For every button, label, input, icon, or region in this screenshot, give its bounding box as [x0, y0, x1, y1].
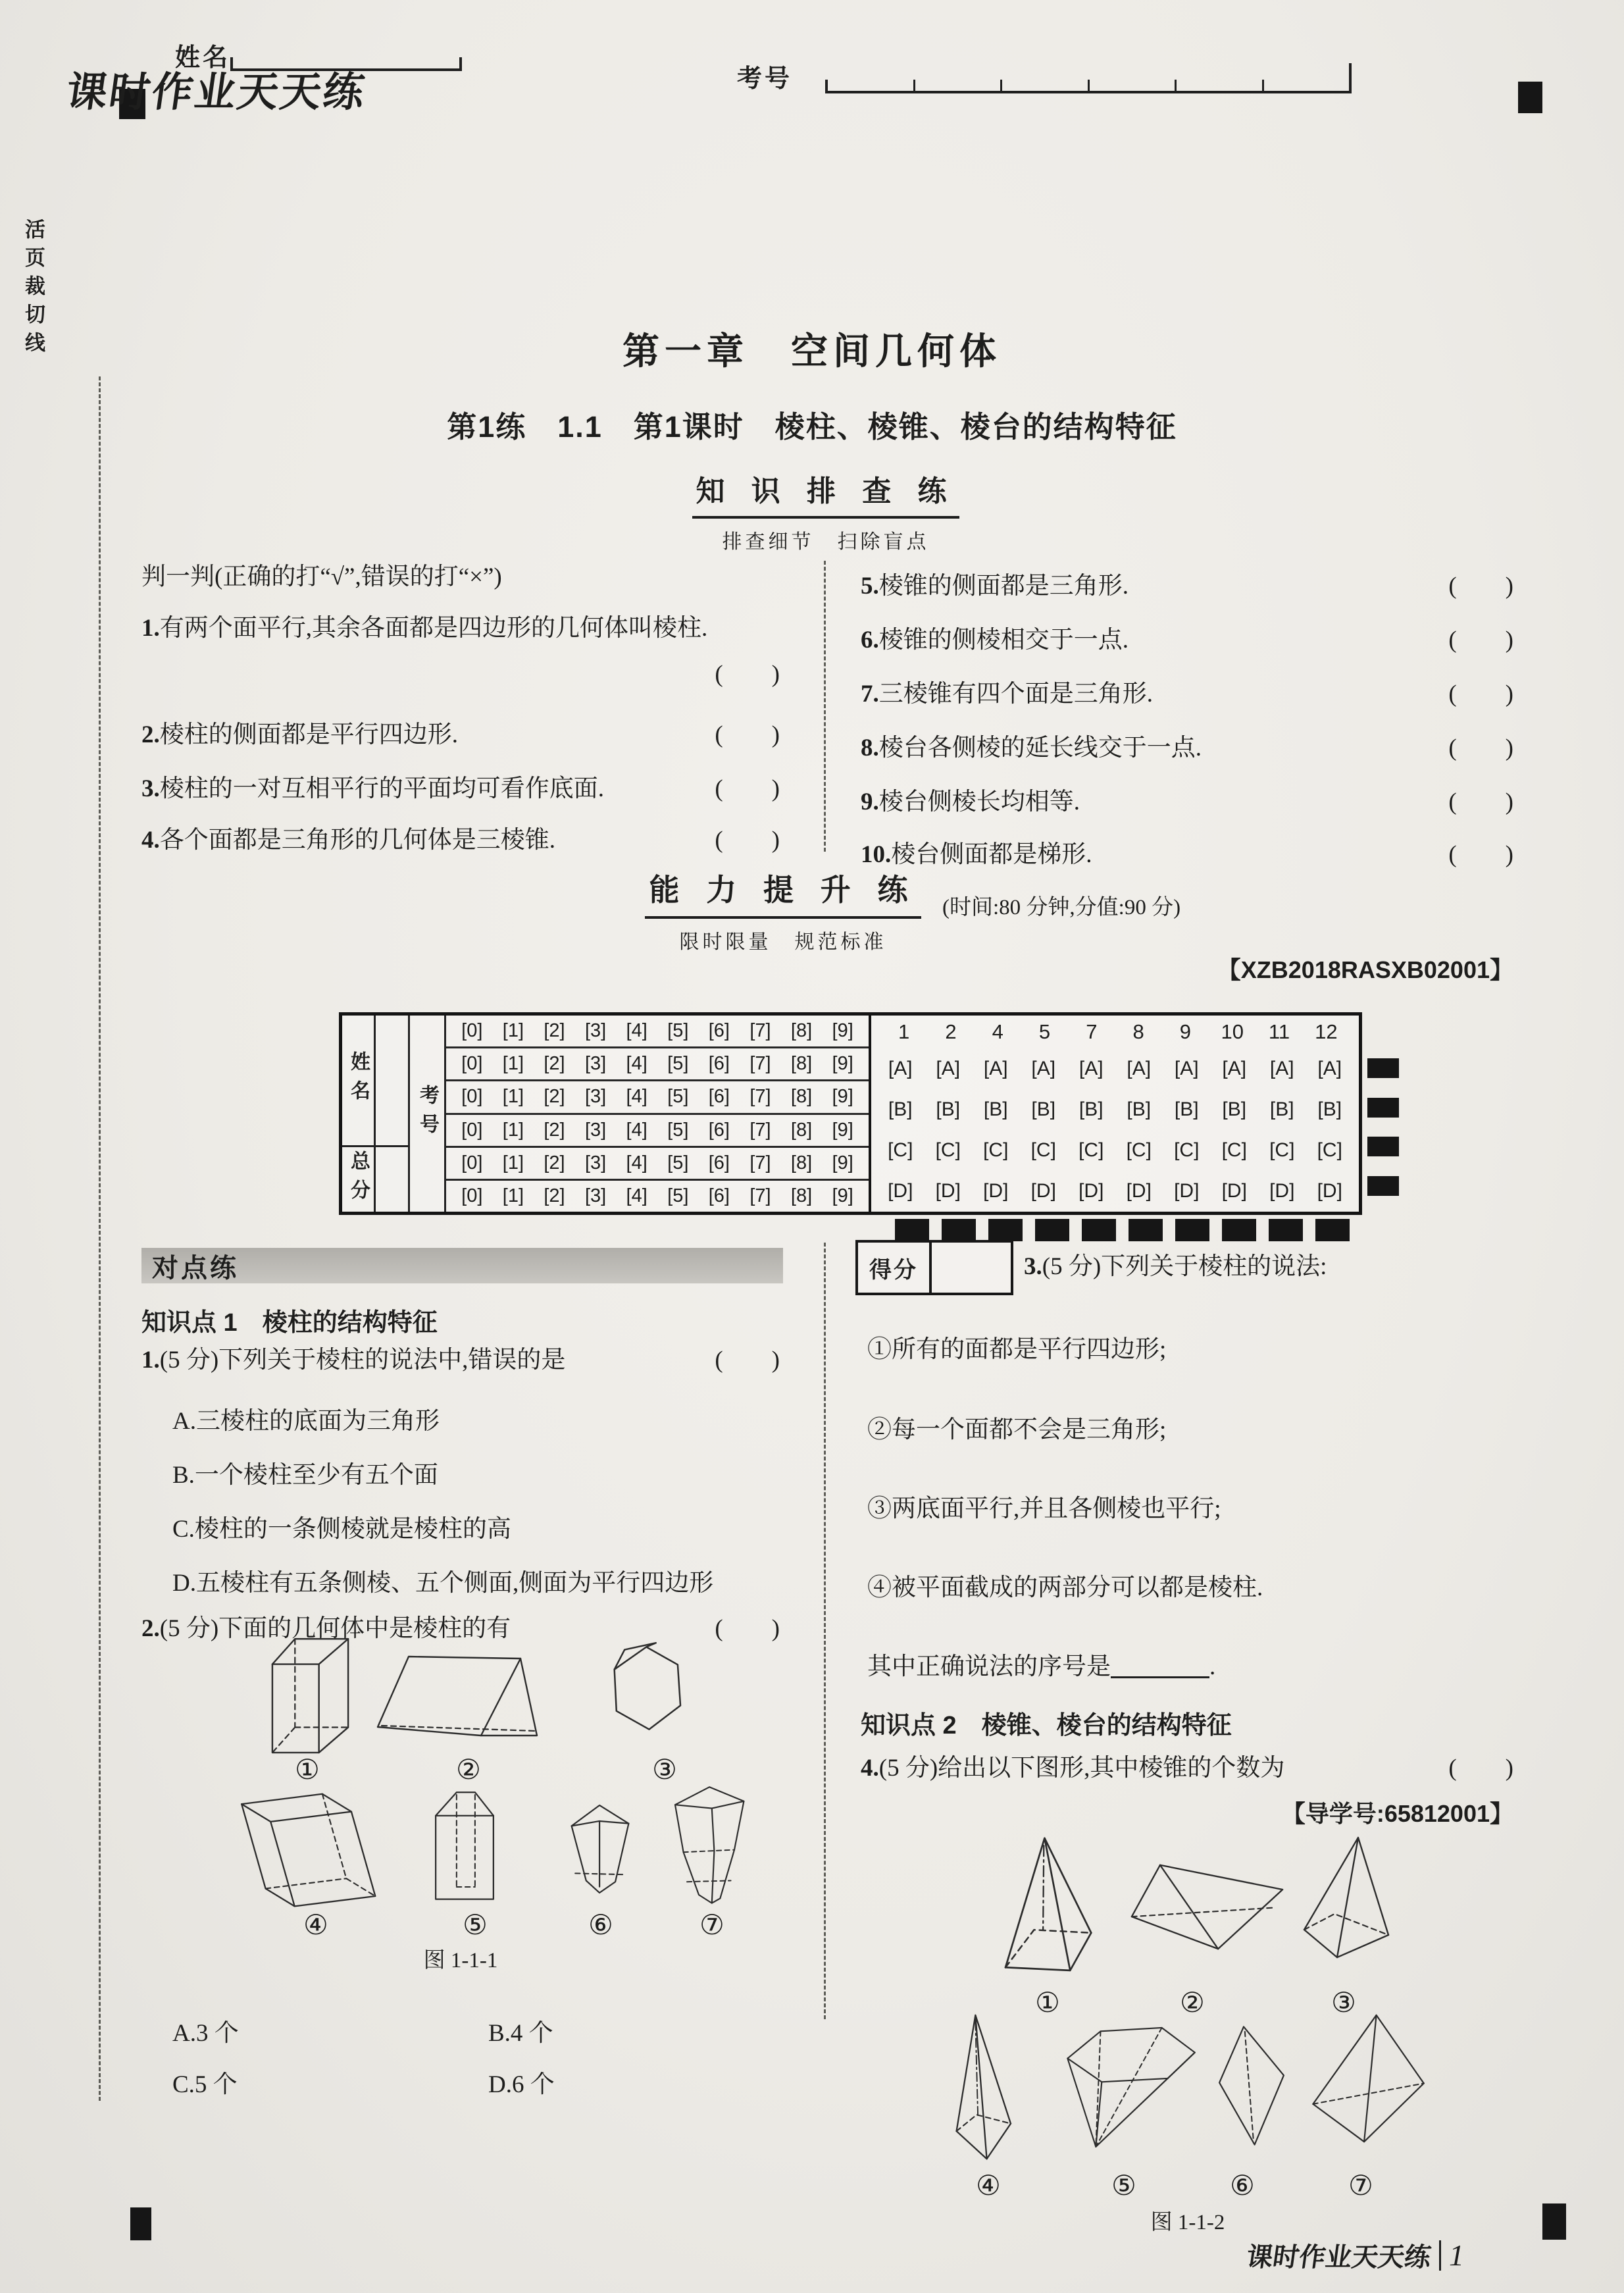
digit-bubble[interactable]: [9] [832, 1119, 853, 1141]
choice-bubble-A[interactable]: [A] [1031, 1058, 1056, 1079]
digit-bubble[interactable]: [7] [749, 1053, 771, 1075]
q3-statement-1: ①所有的面都是平行四边形; [867, 1336, 1167, 1363]
digit-bubble[interactable]: [3] [584, 1152, 607, 1173]
digit-bubble[interactable]: [9] [832, 1020, 853, 1042]
choice-bubble-D[interactable]: [D] [1174, 1180, 1200, 1202]
fig2-label-2: ② [1180, 1988, 1205, 2019]
answer-paren[interactable]: ( ) [1448, 841, 1513, 868]
q1-option-C[interactable]: C.棱柱的一条侧棱就是棱柱的高 [172, 1516, 511, 1543]
sheet-side-mark [1367, 1137, 1399, 1156]
digit-bubble[interactable]: [3] [584, 1119, 607, 1141]
sheet-bottom-mark [1315, 1219, 1350, 1241]
choice-bubble-A[interactable]: [A] [936, 1058, 961, 1079]
fig1-label-6: ⑥ [588, 1911, 613, 1941]
sheet-bottom-mark [988, 1219, 1023, 1241]
judge-instruction: 判一判(正确的打“√”,错误的打“×”) [141, 563, 502, 590]
digit-bubble[interactable]: [9] [832, 1152, 853, 1173]
digit-bubble[interactable]: [5] [667, 1185, 689, 1206]
digit-row [446, 1148, 869, 1181]
fig1-oblique-prism [229, 1788, 380, 1914]
digit-bubble[interactable]: [1] [502, 1119, 524, 1141]
digit-row [446, 1181, 869, 1212]
ability-time-score-meta: (时间:80 分钟,分值:90 分) [942, 896, 1181, 919]
fig2-polyhedron-5 [1058, 2022, 1200, 2151]
choice-bubble-B[interactable]: [B] [888, 1098, 913, 1120]
digit-bubble[interactable]: [0] [461, 1086, 483, 1108]
digit-bubble[interactable]: [3] [584, 1185, 607, 1206]
digit-bubble[interactable]: [5] [667, 1020, 689, 1042]
digit-bubble[interactable]: [9] [832, 1053, 853, 1075]
fig2-pyramid-7 [1308, 2011, 1430, 2146]
digit-bubble[interactable]: [4] [626, 1119, 647, 1141]
digit-bubble[interactable]: [1] [502, 1152, 524, 1173]
choice-bubble-C[interactable]: [C] [1221, 1139, 1247, 1161]
lesson-title: 第1练 1.1 第1课时 棱柱、棱锥、棱台的结构特征 [447, 410, 1177, 444]
choice-bubble-C[interactable]: [C] [1269, 1139, 1295, 1161]
guide-code: 【导学号:65812001】 [1281, 1800, 1513, 1827]
fig2-pyramid-1 [995, 1834, 1100, 1976]
choice-row-A [871, 1048, 1359, 1089]
exam-number-label: 考号 [737, 65, 793, 93]
knowledge-point-2: 知识点 2 棱锥、棱台的结构特征 [861, 1712, 1232, 1739]
score-box-label: 得分 [858, 1243, 932, 1293]
answer-paren[interactable]: ( ) [1448, 573, 1513, 600]
fig1-label-5: ⑤ [463, 1911, 488, 1941]
digit-bubble[interactable]: [7] [749, 1152, 771, 1173]
answer-paren[interactable]: ( ) [715, 775, 780, 802]
digit-bubble[interactable]: [8] [790, 1152, 813, 1173]
fig1-tapered-prism [561, 1797, 640, 1900]
digit-bubble[interactable]: [7] [749, 1185, 771, 1206]
choice-bubble-C[interactable]: [C] [1317, 1139, 1342, 1161]
fig2-label-3: ③ [1331, 1988, 1356, 2019]
choice-bubble-C[interactable]: [C] [1174, 1139, 1200, 1161]
knowledge-point-1: 知识点 1 棱柱的结构特征 [141, 1309, 438, 1337]
fig2-label-6: ⑥ [1230, 2171, 1255, 2202]
exam-number-input-line[interactable] [825, 63, 1352, 93]
choice-bubble-B[interactable]: [B] [1127, 1098, 1152, 1120]
digit-bubble[interactable]: [4] [626, 1053, 647, 1075]
paper-code: 【XZB2018RASXB02001】 [1217, 956, 1513, 983]
digit-bubble[interactable]: [0] [461, 1119, 483, 1141]
digit-bubble[interactable]: [1] [502, 1020, 524, 1042]
choice-bubble-A[interactable]: [A] [1078, 1058, 1104, 1079]
question-number-row: 1 2 4 5 7 8 9 10 11 12 [898, 1020, 1338, 1043]
digit-bubble[interactable]: [3] [584, 1053, 607, 1075]
answer-sheet-right [869, 1016, 1359, 1212]
choice-bubble-B[interactable]: [B] [1078, 1098, 1104, 1120]
digit-bubble[interactable]: [8] [790, 1119, 813, 1141]
fig2-label-5: ⑤ [1111, 2171, 1136, 2202]
answer-paren[interactable]: ( ) [715, 827, 780, 854]
choice-bubble-D[interactable]: [D] [888, 1180, 913, 1202]
chapter-title: 第一章 空间几何体 [622, 330, 1002, 372]
fig1-label-2: ② [456, 1755, 481, 1786]
choice-bubble-C[interactable]: [C] [1078, 1139, 1104, 1161]
sheet-total-label: 总分 [347, 1150, 369, 1208]
sheet-bottom-mark [1035, 1219, 1069, 1241]
choice-bubble-A[interactable]: [A] [1222, 1058, 1247, 1079]
digit-bubble[interactable]: [7] [749, 1020, 771, 1042]
judge-item-8: 8.棱台各侧棱的延长线交于一点. ( ) [861, 733, 1513, 763]
answer-sheet-left [342, 1016, 869, 1212]
choice-bubble-D[interactable]: [D] [1317, 1180, 1342, 1202]
digit-bubble[interactable]: [1] [502, 1053, 524, 1075]
q1-option-B[interactable]: B.一个棱柱至少有五个面 [172, 1462, 438, 1489]
judge-item-2: 2.棱柱的侧面都是平行四边形. ( ) [141, 720, 780, 750]
sheet-side-mark [1367, 1176, 1399, 1196]
judge-item-1: 1.有两个面平行,其余各面都是四边形的几何体叫棱柱. [141, 615, 708, 642]
q2-option-B[interactable]: B.4 个 [488, 2020, 553, 2047]
judge-item-7: 7.三棱锥有四个面是三角形. ( ) [861, 679, 1513, 709]
judge-item-5: 5.棱锥的侧面都是三角形. ( ) [861, 571, 1513, 602]
digit-bubble[interactable]: [2] [544, 1185, 565, 1206]
question-4: 4.(5 分)给出以下图形,其中棱锥的个数为 ( ) [861, 1753, 1513, 1784]
digit-bubble[interactable]: [0] [461, 1053, 483, 1075]
judge-item-10: 10.棱台侧面都是梯形. ( ) [861, 840, 1513, 870]
fig2-pyramid-6 [1212, 2022, 1291, 2150]
sheet-bottom-marks [895, 1219, 1356, 1241]
question-1: 1.(5 分)下列关于棱柱的说法中,错误的是 ( ) [141, 1345, 780, 1376]
choice-bubble-D[interactable]: [D] [1221, 1180, 1247, 1202]
choice-bubble-B[interactable]: [B] [1174, 1098, 1199, 1120]
sheet-exam-label: 考号 [417, 1085, 438, 1143]
answer-paren[interactable]: ( ) [1448, 627, 1513, 654]
cut-dashed-line [99, 376, 101, 2101]
choice-bubble-A[interactable]: [A] [1269, 1058, 1294, 1079]
digit-bubble[interactable]: [6] [708, 1020, 730, 1042]
fig1-roof-prism [419, 1784, 511, 1907]
question-3: 3.(5 分)下列关于棱柱的说法: [1024, 1253, 1327, 1280]
ability-section-subtitle: 限时限量 规范标准 [679, 931, 887, 953]
answer-paren[interactable]: ( ) [1448, 1755, 1513, 1782]
fig1-prism-cuboid [265, 1631, 353, 1757]
digit-bubble[interactable]: [0] [461, 1185, 483, 1206]
choice-bubble-D[interactable]: [D] [1030, 1180, 1056, 1202]
digit-bubble[interactable]: [1] [502, 1086, 524, 1108]
digit-bubble[interactable]: [6] [708, 1185, 730, 1206]
digit-bubble[interactable]: [6] [708, 1119, 730, 1141]
digit-row [446, 1115, 869, 1148]
choice-bubble-A[interactable]: [A] [983, 1058, 1008, 1079]
review-section-header [661, 467, 990, 554]
digit-bubble[interactable]: [4] [626, 1020, 647, 1042]
judge-item-6: 6.棱锥的侧棱相交于一点. ( ) [861, 625, 1513, 656]
ability-section-header [625, 866, 941, 954]
sheet-name-label: 姓名 [347, 1051, 369, 1110]
score-box [855, 1240, 1013, 1295]
fig1-prism-lying [372, 1647, 570, 1749]
digit-bubble[interactable]: [8] [790, 1053, 813, 1075]
judge-item-9: 9.棱台侧棱长均相等. ( ) [861, 787, 1513, 817]
digit-bubble[interactable]: [0] [461, 1020, 483, 1042]
digit-bubble[interactable]: [2] [544, 1152, 565, 1173]
choice-bubble-B[interactable]: [B] [936, 1098, 961, 1120]
choice-row-C [871, 1130, 1359, 1171]
choice-bubble-A[interactable]: [A] [888, 1058, 913, 1079]
choice-bubble-D[interactable]: [D] [1078, 1180, 1104, 1202]
sheet-bottom-mark [1129, 1219, 1163, 1241]
digit-bubble[interactable]: [9] [832, 1185, 853, 1206]
digit-bubble[interactable]: [0] [461, 1152, 483, 1173]
digit-bubble[interactable]: [2] [544, 1020, 565, 1042]
digit-bubble[interactable]: [8] [790, 1185, 813, 1206]
digit-bubble[interactable]: [3] [584, 1086, 607, 1108]
footer-divider [1439, 2240, 1441, 2271]
digit-bubble[interactable]: [6] [708, 1053, 730, 1075]
digit-bubble[interactable]: [2] [544, 1119, 565, 1141]
digit-bubble[interactable]: [6] [708, 1152, 730, 1173]
q2-option-A[interactable]: A.3 个 [172, 2020, 239, 2047]
sheet-name-write-cell[interactable] [376, 1016, 408, 1145]
practice-banner: 对点练 [141, 1248, 783, 1283]
q3-statement-4: ④被平面截成的两部分可以都是棱柱. [867, 1574, 1263, 1601]
sheet-bottom-mark [942, 1219, 976, 1241]
sheet-total-write-cell[interactable] [376, 1147, 408, 1212]
digit-bubble[interactable]: [3] [584, 1020, 607, 1042]
page-footer [1244, 2236, 1464, 2274]
choice-bubble-D[interactable]: [D] [935, 1180, 961, 1202]
registration-mark-top-right [1518, 82, 1542, 113]
choice-bubble-C[interactable]: [C] [983, 1139, 1009, 1161]
digit-bubble[interactable]: [8] [790, 1086, 813, 1108]
q2-option-D[interactable]: D.6 个 [488, 2071, 555, 2098]
digit-bubble[interactable]: [2] [544, 1086, 565, 1108]
fig1-label-3: ③ [652, 1755, 677, 1786]
answer-paren[interactable]: ( ) [1448, 788, 1513, 815]
sheet-bottom-mark [1175, 1219, 1209, 1241]
fig2-pyramid-4 [950, 2011, 1026, 2163]
digit-bubble[interactable]: [1] [502, 1185, 524, 1206]
choice-bubble-B[interactable]: [B] [1269, 1098, 1294, 1120]
cut-line-label: 活页裁切线 [22, 219, 45, 360]
digit-row [446, 1081, 869, 1114]
name-label: 姓名 [175, 44, 231, 72]
sheet-bottom-mark [895, 1219, 929, 1241]
q3-statement-3: ③两底面平行,并且各侧棱也平行; [867, 1495, 1221, 1522]
choice-bubble-D[interactable]: [D] [1126, 1180, 1152, 1202]
fig1-label-1: ① [295, 1755, 320, 1786]
registration-mark-bottom-right [1542, 2203, 1566, 2240]
digit-bubble[interactable]: [6] [708, 1086, 730, 1108]
digit-bubble[interactable]: [2] [544, 1053, 565, 1075]
choice-bubble-C[interactable]: [C] [888, 1139, 913, 1161]
column-divider-bottom [824, 1243, 826, 2019]
fig2-pyramid-2 [1127, 1857, 1288, 1954]
exam-number-digit-grid [446, 1016, 869, 1212]
q1-option-D[interactable]: D.五棱柱有五条侧棱、五个侧面,侧面为平行四边形 [172, 1570, 714, 1597]
sheet-side-mark [1367, 1058, 1399, 1078]
choice-bubble-A[interactable]: [A] [1317, 1058, 1342, 1079]
choice-row-B [871, 1089, 1359, 1130]
digit-bubble[interactable]: [5] [667, 1119, 689, 1141]
review-section-title: 知 识 排 查 练 [692, 467, 960, 519]
digit-bubble[interactable]: [7] [749, 1119, 771, 1141]
choice-bubble-B[interactable]: [B] [1222, 1098, 1247, 1120]
q1-option-A[interactable]: A.三棱柱的底面为三角形 [172, 1408, 440, 1435]
fig1-label-4: ④ [303, 1911, 328, 1941]
choice-bubble-B[interactable]: [B] [1317, 1098, 1342, 1120]
digit-bubble[interactable]: [5] [667, 1086, 689, 1108]
answer-paren[interactable]: ( ) [1448, 681, 1513, 708]
digit-bubble[interactable]: [5] [667, 1053, 689, 1075]
digit-bubble[interactable]: [4] [626, 1152, 647, 1173]
digit-bubble[interactable]: [4] [626, 1086, 647, 1108]
fig2-label-7: ⑦ [1348, 2171, 1373, 2202]
answer-sheet [339, 1012, 1362, 1215]
judge-item-3: 3.棱柱的一对互相平行的平面均可看作底面. ( ) [141, 774, 780, 804]
sheet-side-mark [1367, 1098, 1399, 1118]
digit-bubble[interactable]: [5] [667, 1152, 689, 1173]
score-box-value-cell[interactable] [932, 1243, 1011, 1293]
answer-paren[interactable]: ( ) [715, 721, 780, 748]
choice-bubble-D[interactable]: [D] [983, 1180, 1009, 1202]
registration-mark-bottom-left [130, 2207, 151, 2240]
q3-answer-line: 其中正确说法的序号是 . [867, 1653, 1216, 1680]
digit-row [446, 1048, 869, 1081]
sheet-bottom-mark [1082, 1219, 1116, 1241]
digit-bubble[interactable]: [4] [626, 1185, 647, 1206]
q3-statement-2: ②每一个面都不会是三角形; [867, 1416, 1167, 1443]
column-divider-top [824, 561, 826, 852]
choice-bubble-A[interactable]: [A] [1174, 1058, 1199, 1079]
choice-row-D [871, 1171, 1359, 1212]
fig1-twisted-prism [663, 1782, 752, 1907]
digit-bubble[interactable]: [9] [832, 1086, 853, 1108]
answer-paren[interactable]: ( ) [715, 1347, 780, 1374]
review-section-subtitle: 排查细节 扫除盲点 [722, 531, 930, 553]
sheet-bottom-mark [1269, 1219, 1303, 1241]
digit-bubble[interactable]: [8] [790, 1020, 813, 1042]
digit-row [446, 1016, 869, 1048]
sheet-bottom-mark [1222, 1219, 1256, 1241]
q2-option-C[interactable]: C.5 个 [172, 2071, 238, 2098]
fig2-label-4: ④ [976, 2171, 1001, 2202]
answer-paren[interactable]: ( ) [715, 1615, 780, 1642]
choice-bubble-C[interactable]: [C] [935, 1139, 961, 1161]
fig1-hexagonal-solid [604, 1639, 696, 1738]
choice-bubble-B[interactable]: [B] [1031, 1098, 1056, 1120]
brand-title: 课时作业天天练 [63, 70, 370, 115]
footer-page-number: 1 [1449, 2238, 1464, 2272]
judge-item-1-answer-paren[interactable]: ( ) [715, 661, 780, 688]
choice-bubble-D[interactable]: [D] [1269, 1180, 1295, 1202]
choice-bubble-C[interactable]: [C] [1030, 1139, 1056, 1161]
choice-bubble-B[interactable]: [B] [983, 1098, 1008, 1120]
fig2-caption: 图 1-1-2 [1150, 2211, 1225, 2234]
ability-section-title: 能 力 提 升 练 [645, 866, 921, 919]
choice-bubble-C[interactable]: [C] [1126, 1139, 1152, 1161]
fig1-caption: 图 1-1-1 [423, 1949, 498, 1972]
fig2-label-1: ① [1035, 1988, 1060, 2019]
fig1-label-7: ⑦ [699, 1911, 724, 1941]
answer-paren[interactable]: ( ) [1448, 734, 1513, 761]
q3-answer-blank[interactable] [1111, 1653, 1209, 1678]
fig2-pyramid-3 [1295, 1831, 1400, 1963]
footer-brand: 课时作业天天练 [1244, 2243, 1433, 2272]
choice-bubble-A[interactable]: [A] [1127, 1058, 1152, 1079]
digit-bubble[interactable]: [7] [749, 1086, 771, 1108]
judge-item-4: 4.各个面都是三角形的几何体是三棱锥. ( ) [141, 825, 780, 856]
question-2: 2.(5 分)下面的几何体中是棱柱的有 ( ) [141, 1614, 780, 1644]
